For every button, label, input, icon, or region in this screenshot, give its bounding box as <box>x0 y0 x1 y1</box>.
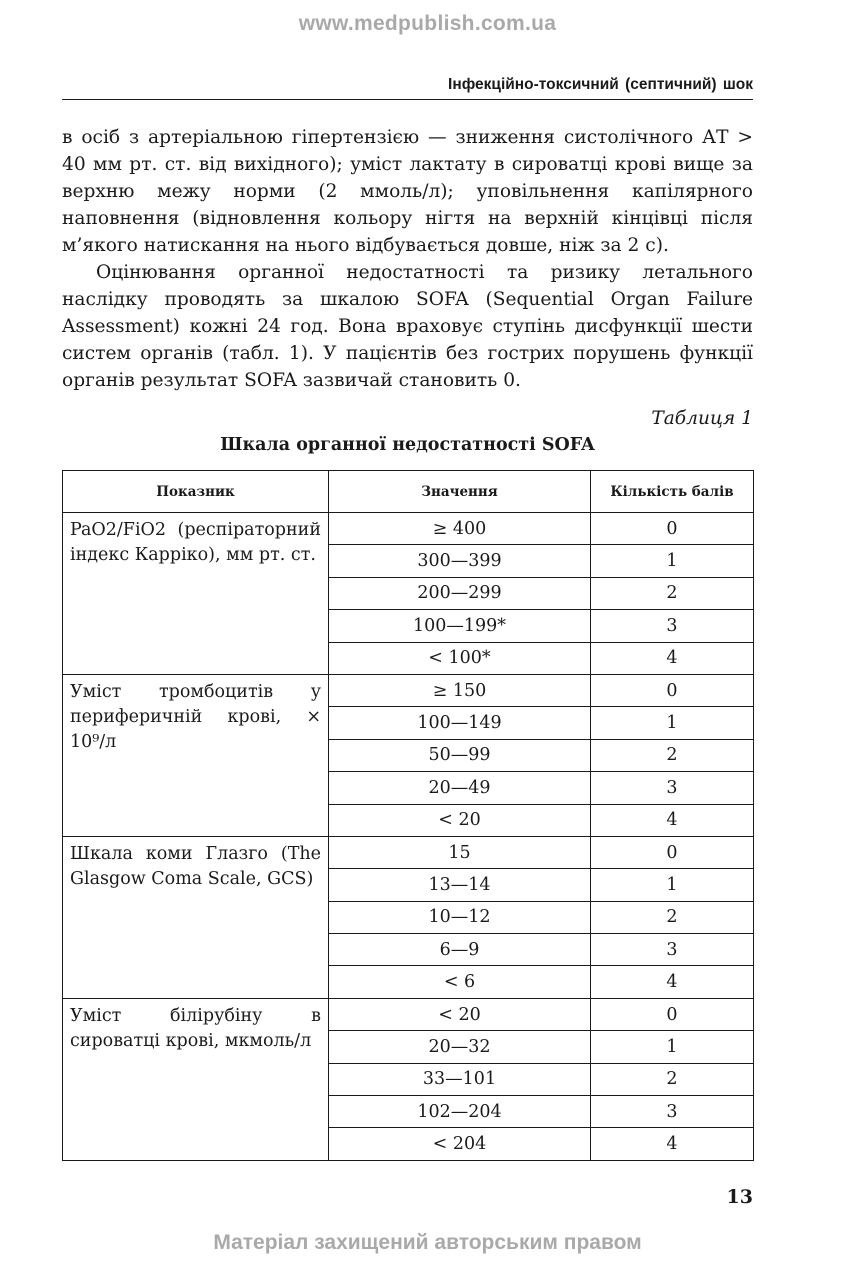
points-cell: 2 <box>591 1063 754 1095</box>
value-cell: 33—101 <box>329 1063 591 1095</box>
points-cell: 4 <box>591 966 754 998</box>
table-number: Таблиця 1 <box>651 408 753 429</box>
points-cell: 2 <box>591 739 754 771</box>
value-cell: 15 <box>329 836 591 868</box>
points-cell: 0 <box>591 513 754 545</box>
points-cell: 0 <box>591 998 754 1030</box>
value-cell: 200—299 <box>329 577 591 609</box>
value-cell: 20—49 <box>329 772 591 804</box>
header-indicator: Показник <box>63 471 329 513</box>
table-row <box>63 513 754 545</box>
points-cell: 2 <box>591 901 754 933</box>
points-cell: 1 <box>591 1031 754 1063</box>
page-number: 13 <box>726 1186 753 1208</box>
indicator-cell: Уміст тромбоцитів у периферичній крові, × 10⁹/л <box>63 674 329 836</box>
value-cell: ≥ 400 <box>329 513 591 545</box>
header-points: Кількість балів <box>591 471 754 513</box>
points-cell: 4 <box>591 804 754 836</box>
value-cell: < 204 <box>329 1128 591 1160</box>
points-cell: 3 <box>591 610 754 642</box>
points-cell: 3 <box>591 934 754 966</box>
table-body <box>63 513 754 1161</box>
table-row <box>63 836 754 868</box>
sofa-table <box>62 470 754 1161</box>
points-cell: 4 <box>591 1128 754 1160</box>
watermark-bottom: Матеріал захищений авторським правом <box>213 1231 642 1254</box>
indicator-cell: Шкала коми Глазго (The Glasgow Coma Scale, GCS) <box>63 836 329 998</box>
body-text <box>62 124 753 394</box>
points-cell: 0 <box>591 674 754 706</box>
points-cell: 3 <box>591 772 754 804</box>
points-cell: 0 <box>591 836 754 868</box>
paragraph-1: в осіб з артеріальною гіпертензією — зниження систолічного АТ > 40 мм рт. ст. від вихідного); уміст лактату в сироватці крові вище за верхню межу норми (2 ммоль/л); уповільнення капілярного наповнення (відновлення кольору нігтя на верхній кінцівці після м’якого натискання на нього відбувається довше, ніж за 2 с). <box>62 127 753 256</box>
value-cell: 300—399 <box>329 545 591 577</box>
value-cell: < 20 <box>329 998 591 1030</box>
running-header: Інфекційно-токсичний (септичний) шок <box>448 76 753 93</box>
value-cell: < 6 <box>329 966 591 998</box>
value-cell: 10—12 <box>329 901 591 933</box>
value-cell: 50—99 <box>329 739 591 771</box>
value-cell: 100—199* <box>329 610 591 642</box>
value-cell: < 20 <box>329 804 591 836</box>
value-cell: 13—14 <box>329 869 591 901</box>
indicator-cell: PaO2/FiO2 (респіраторний індекс Карріко), мм рт. ст. <box>63 513 329 675</box>
value-cell: < 100* <box>329 642 591 674</box>
points-cell: 1 <box>591 869 754 901</box>
value-cell: 100—149 <box>329 707 591 739</box>
value-cell: 20—32 <box>329 1031 591 1063</box>
header-rule <box>62 99 753 100</box>
points-cell: 2 <box>591 577 754 609</box>
points-cell: 3 <box>591 1096 754 1128</box>
points-cell: 1 <box>591 545 754 577</box>
table-header-row <box>63 471 754 513</box>
header-value: Значення <box>329 471 591 513</box>
value-cell: 6—9 <box>329 934 591 966</box>
watermark-top: www.medpublish.com.ua <box>298 12 557 35</box>
value-cell: ≥ 150 <box>329 674 591 706</box>
table-row <box>63 674 754 706</box>
indicator-cell: Уміст білірубіну в сироватці крові, мкмоль/л <box>63 998 329 1160</box>
points-cell: 4 <box>591 642 754 674</box>
points-cell: 1 <box>591 707 754 739</box>
table-row <box>63 998 754 1030</box>
paragraph-2: Оцінювання органної недостатності та ризику летального наслідку проводять за шкалою SOFA (Sequential Organ Failure Assessment) кожні 24 год. Вона враховує ступінь дисфункції шести систем органів (табл. 1). У пацієнтів без гострих порушень функції органів результат SOFA зазвичай становить 0. <box>62 262 753 391</box>
table-title: Шкала органної недостатності SOFA <box>220 435 595 455</box>
value-cell: 102—204 <box>329 1096 591 1128</box>
